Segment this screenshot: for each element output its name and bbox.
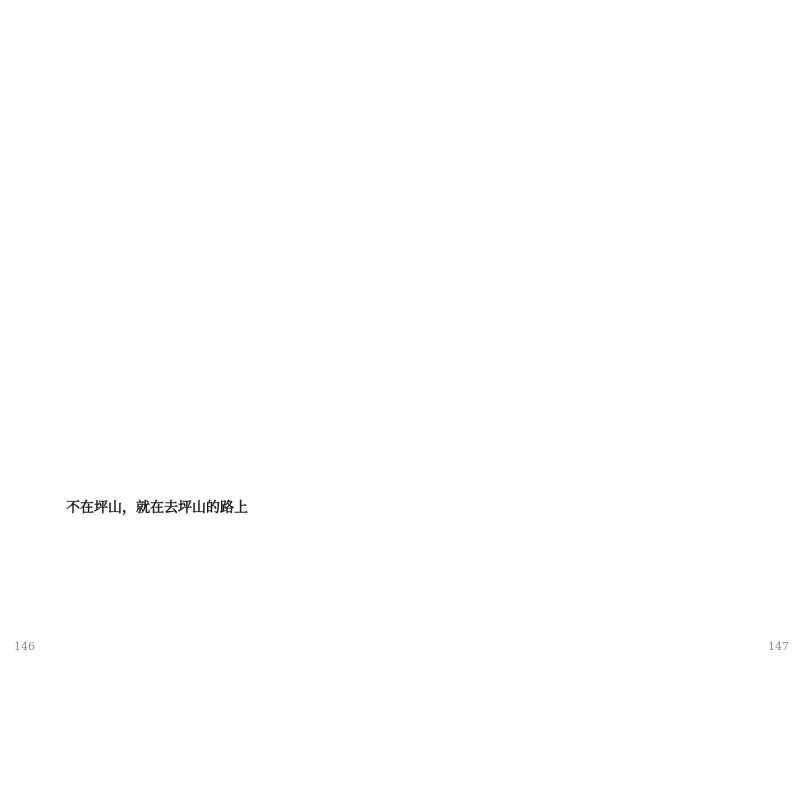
body-paragraph — [66, 188, 338, 284]
left-page — [66, 118, 338, 676]
page-number: 146 — [14, 640, 35, 653]
body-paragraph — [66, 534, 338, 654]
body-paragraph — [531, 402, 800, 498]
body-paragraph — [531, 520, 800, 616]
body-paragraph — [66, 118, 338, 166]
section-heading: 不在坪山，就在去坪山的路上 — [66, 500, 248, 516]
page-number: 147 — [768, 640, 789, 653]
body-paragraph — [531, 118, 800, 214]
body-paragraph — [66, 306, 338, 474]
right-page — [531, 118, 800, 638]
body-paragraph — [531, 236, 800, 380]
